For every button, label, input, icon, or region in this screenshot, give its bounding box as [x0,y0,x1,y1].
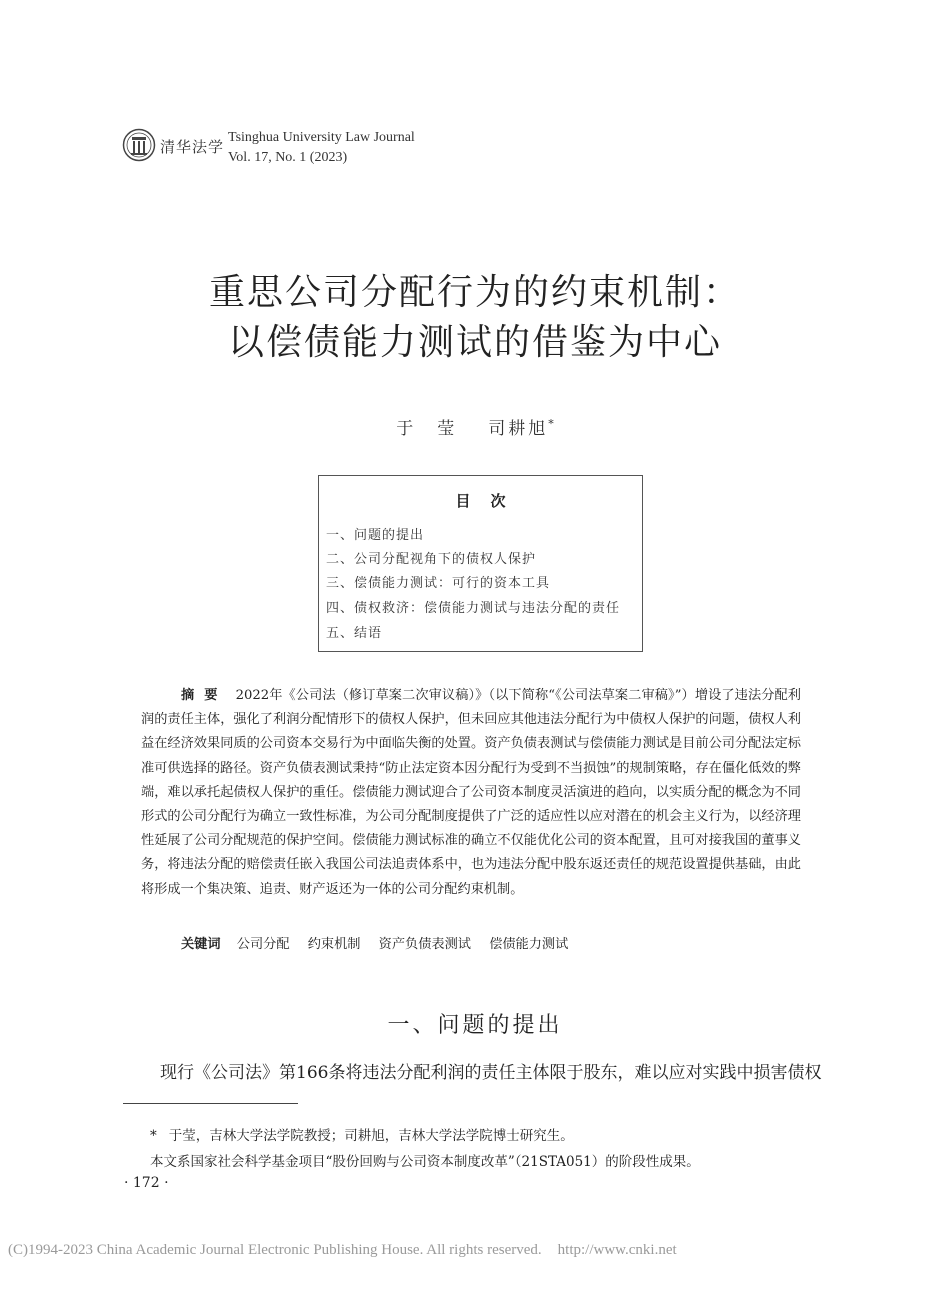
cnki-link[interactable]: http://www.cnki.net [557,1242,677,1258]
footnote-authors-text: 于莹，吉林大学法学院教授；司耕旭，吉林大学法学院博士研究生。 [168,1128,574,1144]
toc-item[interactable]: 五、结语 [326,626,383,641]
article-title-line2: 以偿债能力测试的借鉴为中心 [227,322,722,363]
abstract-label: 摘要 [181,688,228,703]
author-2: 司耕旭 [488,419,549,439]
article-title-line1: 重思公司分配行为的约束机制： [208,272,741,313]
journal-name-cn: 清华法学 [160,138,225,156]
author-footnote-mark: * [548,417,554,431]
footnote-authors [150,1124,574,1144]
journal-logo-icon [122,128,156,162]
toc-item[interactable]: 四、债权救济：偿债能力测试与违法分配的责任 [326,601,621,616]
keywords-label: 关键词 [181,937,221,952]
page-number: · 172 · [124,1175,169,1191]
abstract-text: 2022年《公司法（修订草案二次审议稿）》（以下简称“《公司法草案二审稿》”）增设了违法分配利润的责任主体，强化了利润分配情形下的债权人保护，但未回应其他违法分配行为中债权人保护的问题，债权人利益在经济效果同质的公司资本交易行为中面临失衡的处置。资产负债表测试与偿债能力测试是目前公司分配法定标准可供选择的路径。资产负债表测试秉持“防止法定资本因分配行为受到不当损蚀”的规制策略，存在僵化低效的弊端，难以承托起债权人保护的重任。偿债能力测试迎合了公司资本制度灵活演进的趋向，以实质分配的概念为不同形式的公司分配行为确立一致性标准，为公司分配制度提供了广泛的适应性以应对潜在的机会主义行为，以经济理性延展了公司分配规范的保护空间。偿债能力测试标准的确立不仅能优化公司的资本配置，且可对接我国的董事义务，将违法分配的赔偿责任嵌入我国公司法追责体系中，也为违法分配中股东返还责任的规范设置提供基础，由此将形成一个集决策、追责、财产返还为一体的公司分配约束机制。 [141,688,801,897]
journal-name-en: Tsinghua University Law Journal [228,130,415,145]
author-line [0,414,950,439]
journal-volume: Vol. 17, No. 1 (2023) [228,150,348,165]
toc-item[interactable]: 三、偿债能力测试：可行的资本工具 [326,576,551,591]
footnote-divider [123,1103,298,1104]
toc-heading: 目次 [455,492,526,510]
section-heading: 一、问题的提出 [387,1013,563,1038]
copyright-text: (C)1994-2023 China Academic Journal Electronic Publishing House. All rights reserved. [8,1242,542,1258]
footnote-funding: 本文系国家社会科学基金项目“股份回购与公司资本制度改革”（21STA051）的阶段性成果。 [150,1154,700,1170]
abstract [141,684,801,902]
body-paragraph: 现行《公司法》第166条将违法分配利润的责任主体限于股东，难以应对实践中损害债权 [160,1063,822,1083]
keyword: 公司分配 [236,937,290,952]
keywords [181,933,582,952]
keyword: 偿债能力测试 [489,937,569,952]
table-of-contents [318,475,643,652]
author-1: 于莹 [396,419,479,439]
keyword: 资产负债表测试 [378,937,471,952]
footnote-star: * [150,1128,157,1144]
toc-item[interactable]: 一、问题的提出 [326,528,425,543]
copyright-line [8,1242,677,1259]
toc-item[interactable]: 二、公司分配视角下的债权人保护 [326,552,537,567]
keyword: 约束机制 [307,937,361,952]
